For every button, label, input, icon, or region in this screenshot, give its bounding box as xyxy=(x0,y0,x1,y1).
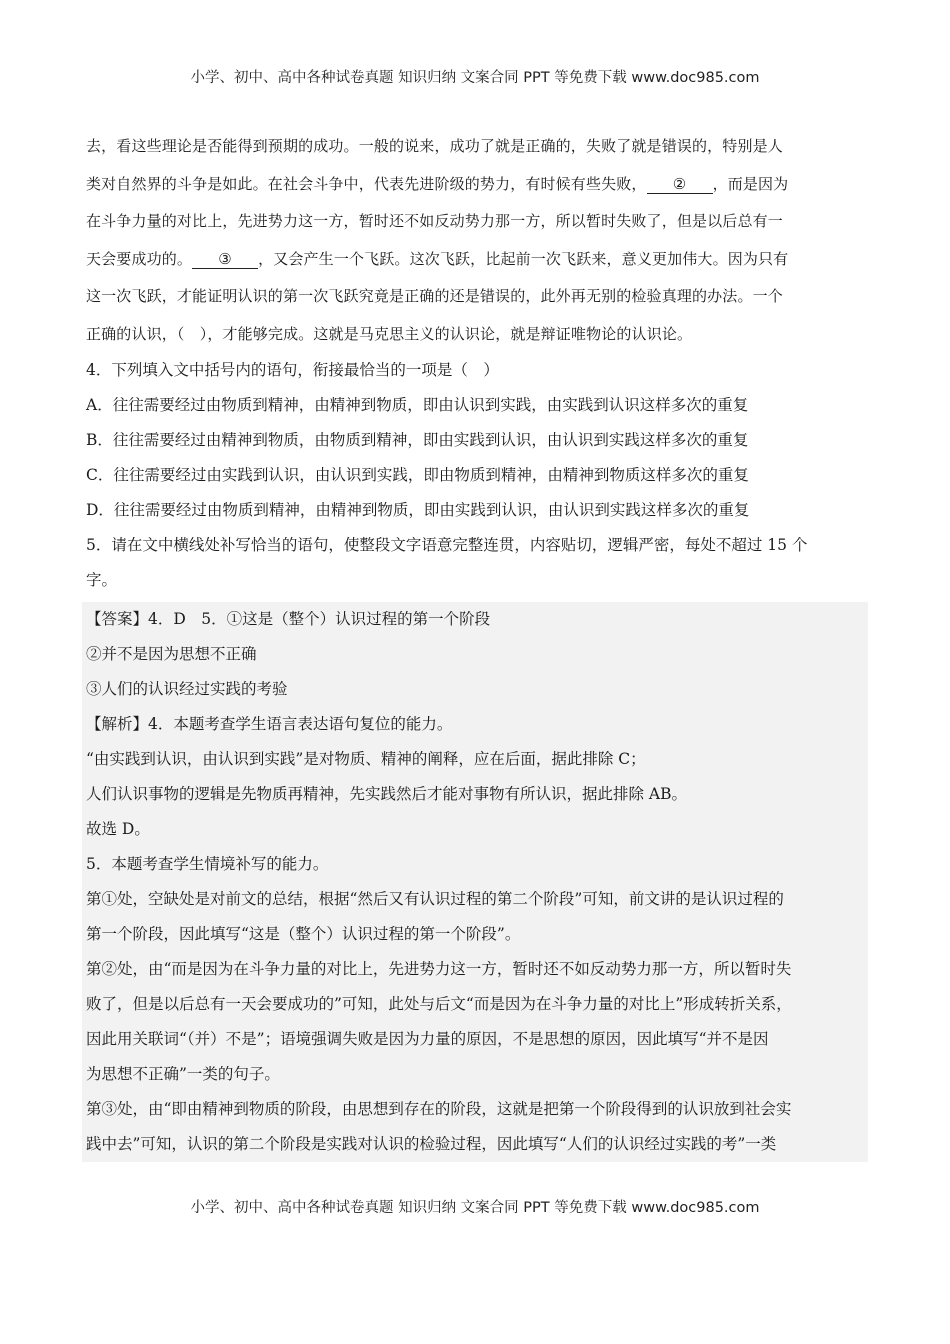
reading-passage xyxy=(86,128,864,353)
passage-line: 去，看这些理论是否能得到预期的成功。一般的说来，成功了就是正确的，失败了就是错误的，特别是人 xyxy=(86,137,783,155)
page-footer: 小学、初中、高中各种试卷真题 知识归纳 文案合同 PPT 等免费下载 www.doc985.com xyxy=(190,1200,760,1216)
explanation-line: 因此用关联词“（并）不是”；语境强调失败是因为力量的原因，不是思想的原因，因此填写“并不是因 xyxy=(86,1030,769,1048)
option-c: C．往往需要经过由实践到认识，由认识到实践，即由物质到精神，由精神到物质这样多次的重复 xyxy=(86,466,749,484)
question-5-cont: 字。 xyxy=(86,571,118,589)
explanation-line: 故选 D。 xyxy=(86,820,150,838)
explanation-line: 第③处，由“即由精神到物质的阶段，由思想到存在的阶段，这就是把第一个阶段得到的认识放到社会实 xyxy=(86,1100,792,1118)
explanation-line: 为思想不正确”一类的句子。 xyxy=(86,1065,280,1083)
question-4: 4．下列填入文中括号内的语句，衔接最恰当的一项是（ ） xyxy=(86,361,499,379)
question-5: 5．请在文中横线处补写恰当的语句，使整段文字语意完整连贯，内容贴切，逻辑严密，每处不超过 15 个 xyxy=(86,536,808,554)
explanation-line: 5．本题考查学生情境补写的能力。 xyxy=(86,855,329,873)
explanation-line: 第①处，空缺处是对前文的总结，根据“然后又有认识过程的第二个阶段”可知，前文讲的是认识过程的 xyxy=(86,890,784,908)
blank-2: ② xyxy=(647,175,713,194)
explanation-line: 第一个阶段，因此填写“这是（整个）认识过程的第一个阶段”。 xyxy=(86,925,521,943)
answer-line: 【答案】4．D 5．①这是（整个）认识过程的第一个阶段 xyxy=(86,610,491,628)
passage-line: 正确的认识，（ ），才能够完成。这就是马克思主义的认识论，就是辩证唯物论的认识论。 xyxy=(86,324,693,343)
answer-section xyxy=(82,602,868,1162)
explanation-line: 【解析】4．本题考查学生语言表达语句复位的能力。 xyxy=(86,715,453,733)
explanation-line: 败了，但是以后总有一天会要成功的”可知，此处与后文“而是因为在斗争力量的对比上”形成转折关系， xyxy=(86,995,792,1013)
option-a: A．往往需要经过由物质到精神，由精神到物质，即由认识到实践，由实践到认识这样多次的重复 xyxy=(86,396,749,414)
explanation-line: 践中去”可知，认识的第二个阶段是实践对认识的检验过程，因此填写“人们的认识经过实践的考”一类 xyxy=(86,1135,777,1153)
passage-line: 类对自然界的斗争是如此。在社会斗争中，代表先进阶级的势力，有时候有些失败， ② ，而是因为 xyxy=(86,174,789,193)
answer-line: ②并不是因为思想不正确 xyxy=(86,645,257,663)
questions xyxy=(86,353,864,598)
passage-line: 天会要成功的。 ③ ，又会产生一个飞跃。这次飞跃，比起前一次飞跃来，意义更加伟大。因为只有 xyxy=(86,249,789,268)
blank-3: ③ xyxy=(192,250,258,269)
option-b: B．往往需要经过由精神到物质，由物质到精神，即由实践到认识，由认识到实践这样多次的重复 xyxy=(86,431,749,449)
answer-line: ③人们的认识经过实践的考验 xyxy=(86,680,288,698)
option-d: D．往往需要经过由物质到精神，由精神到物质，即由实践到认识，由认识到实践这样多次的重复 xyxy=(86,501,750,519)
explanation-line: 人们认识事物的逻辑是先物质再精神，先实践然后才能对事物有所认识，据此排除 AB。 xyxy=(86,785,688,803)
passage-line: 在斗争力量的对比上，先进势力这一方，暂时还不如反动势力那一方，所以暂时失败了，但是以后总有一 xyxy=(86,212,783,230)
page-header: 小学、初中、高中各种试卷真题 知识归纳 文案合同 PPT 等免费下载 www.doc985.com xyxy=(190,70,760,86)
passage-line: 这一次飞跃，才能证明认识的第一次飞跃究竟是正确的还是错误的，此外再无别的检验真理的办法。一个 xyxy=(86,287,783,305)
page-content xyxy=(86,128,864,1162)
explanation-line: 第②处，由“而是因为在斗争力量的对比上，先进势力这一方，暂时还不如反动势力那一方，所以暂时失 xyxy=(86,960,792,978)
explanation-line: “由实践到认识，由认识到实践”是对物质、精神的阐释，应在后面，据此排除 C； xyxy=(86,750,646,768)
